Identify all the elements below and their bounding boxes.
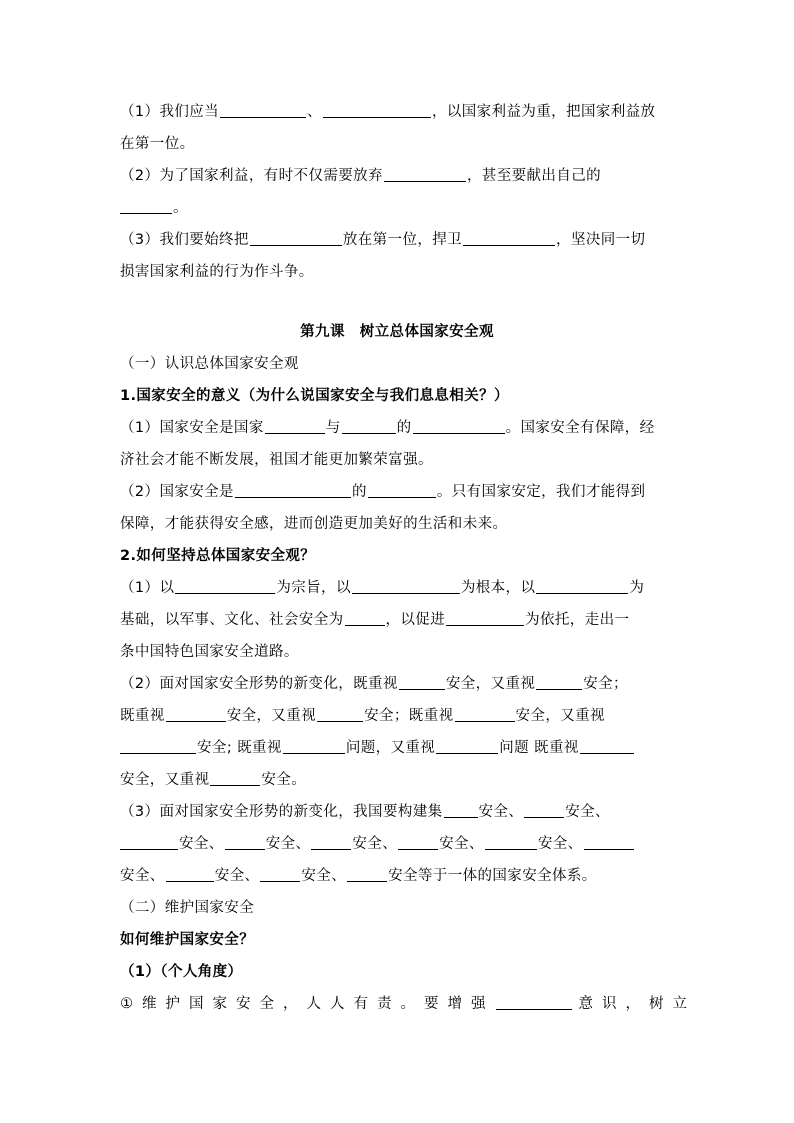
text: 安全，又重视 xyxy=(120,772,210,788)
text: 损害国家利益的行为作斗争。 xyxy=(120,264,314,280)
text: 济社会才能不断发展，祖国才能更加繁荣富强。 xyxy=(120,452,433,468)
text: 。 xyxy=(173,200,188,216)
fill-blank[interactable] xyxy=(398,834,438,850)
fill-blank[interactable] xyxy=(311,834,351,850)
fill-blank[interactable] xyxy=(536,674,582,690)
text: ，以促进 xyxy=(385,612,446,628)
text: 安全、 xyxy=(214,868,260,884)
q2-answer-1-line-1 xyxy=(120,578,674,598)
q3-answer-1-line-1 xyxy=(120,994,696,1014)
q1-answer-2-line-1 xyxy=(120,482,674,502)
text: 安全、 xyxy=(478,804,524,820)
fill-blank[interactable] xyxy=(436,738,498,754)
fill-blank[interactable] xyxy=(384,166,466,182)
fill-blank[interactable] xyxy=(120,198,172,214)
text: 以 xyxy=(159,580,175,596)
fill-blank[interactable] xyxy=(175,578,275,594)
text: 我们要始终把 xyxy=(159,232,249,248)
text: 与 xyxy=(325,420,341,436)
text: 安全、 xyxy=(537,836,583,852)
fill-blank[interactable] xyxy=(524,802,564,818)
text: 安全、 xyxy=(265,836,311,852)
question-3-heading: 如何维护国家安全？ xyxy=(120,932,255,948)
q2-answer-1-line-2 xyxy=(120,610,674,630)
fill-blank[interactable] xyxy=(345,610,385,626)
fill-blank[interactable] xyxy=(225,834,265,850)
fill-blank[interactable] xyxy=(455,706,515,722)
text: 安全，又重视 xyxy=(226,708,317,724)
paragraph-1-line-2 xyxy=(120,134,674,154)
q2-answer-3-line-2 xyxy=(120,834,674,854)
text: 的 xyxy=(396,420,412,436)
text: 。只有国家安定，我们才能得到 xyxy=(436,484,646,500)
q2-answer-3-line-1 xyxy=(120,802,674,822)
section-heading-1: （一）认识总体国家安全观 xyxy=(120,356,299,372)
text: 问题，又重视 xyxy=(345,740,436,756)
fill-blank[interactable] xyxy=(584,834,634,850)
fill-blank[interactable] xyxy=(496,994,572,1010)
text: 基础，以军事、文化、社会安全为 xyxy=(120,612,344,628)
text: ，甚至要献出自己的 xyxy=(466,168,602,184)
q2-answer-2-line-2 xyxy=(120,706,674,726)
text: 面对国家安全形势的新变化，我国要构建集 xyxy=(159,804,443,820)
q2-answer-1-line-3 xyxy=(120,642,674,662)
text: 为 xyxy=(629,580,645,596)
fill-blank[interactable] xyxy=(413,418,505,434)
fill-blank[interactable] xyxy=(166,706,226,722)
text: 安全、 xyxy=(565,804,610,820)
item-number: （1） xyxy=(120,104,160,120)
q2-answer-2-line-4 xyxy=(120,770,674,790)
q1-answer-2-line-2 xyxy=(120,514,674,534)
fill-blank[interactable] xyxy=(260,866,300,882)
fill-blank[interactable] xyxy=(210,770,260,786)
text: 问题 xyxy=(499,740,530,756)
question-3-subheading: （1）（个人角度） xyxy=(120,964,243,980)
item-number: （2） xyxy=(120,484,160,500)
fill-blank[interactable] xyxy=(463,230,555,246)
text: 安全、 xyxy=(301,868,347,884)
item-number: （3） xyxy=(120,804,160,820)
paragraph-3-line-2 xyxy=(120,262,674,282)
fill-blank[interactable] xyxy=(120,834,178,850)
lesson-title: 第九课 树立总体国家安全观 xyxy=(300,324,494,340)
paragraph-2-line-1 xyxy=(120,166,674,186)
text: 安全、 xyxy=(439,836,484,852)
section-heading-2: （二）维护国家安全 xyxy=(120,900,255,916)
text: 安全等于一体的国家安全体系。 xyxy=(388,868,597,884)
item-number: （3） xyxy=(120,232,160,248)
text: ，坚决同一切 xyxy=(556,232,646,248)
text: 我们应当 xyxy=(159,104,220,120)
text: 的 xyxy=(351,484,367,500)
text: 国家安全是 xyxy=(159,484,234,500)
question-1-heading: 1.国家安全的意义（为什么说国家安全与我们息息相关？） xyxy=(120,388,509,404)
fill-blank[interactable] xyxy=(485,834,537,850)
text: 既重视 xyxy=(529,740,579,756)
fill-blank[interactable] xyxy=(265,418,325,434)
text: 安全。 xyxy=(261,772,307,788)
q2-answer-2-line-1 xyxy=(120,674,674,694)
fill-blank[interactable] xyxy=(235,482,351,498)
fill-blank[interactable] xyxy=(580,738,634,754)
text: 安全；既重视 xyxy=(364,708,454,724)
fill-blank[interactable] xyxy=(323,102,431,118)
text: 条中国特色国家安全道路。 xyxy=(120,644,299,660)
paragraph-3-line-1 xyxy=(120,230,674,250)
fill-blank[interactable] xyxy=(444,802,478,818)
text: 放在第一位，捍卫 xyxy=(342,232,463,248)
fill-blank[interactable] xyxy=(446,610,524,626)
fill-blank[interactable] xyxy=(250,230,342,246)
fill-blank[interactable] xyxy=(283,738,345,754)
item-number: （1） xyxy=(120,420,160,436)
q1-answer-1-line-1 xyxy=(120,418,674,438)
fill-blank[interactable] xyxy=(342,418,396,434)
item-number: （2） xyxy=(120,676,160,692)
q2-answer-3-line-3 xyxy=(120,866,674,886)
text: 安全、 xyxy=(120,868,165,884)
fill-blank[interactable] xyxy=(317,706,363,722)
text: 面对国家安全形势的新变化，既重视 xyxy=(159,676,398,692)
text: ; 既重视 xyxy=(226,740,282,756)
fill-blank[interactable] xyxy=(220,102,306,118)
item-number: （2） xyxy=(120,168,160,184)
text: 为根本，以 xyxy=(460,580,536,596)
question-2-heading: 2.如何坚持总体国家安全观？ xyxy=(120,548,316,564)
fill-blank[interactable] xyxy=(166,866,214,882)
fill-blank[interactable] xyxy=(352,578,460,594)
text: 安全，又重视 xyxy=(515,708,605,724)
text: 为宗旨，以 xyxy=(276,580,351,596)
fill-blank[interactable] xyxy=(368,482,436,498)
text: 保障，才能获得安全感，进而创造更加美好的生活和未来。 xyxy=(120,516,508,532)
text: 意识，树立 xyxy=(578,996,696,1012)
text: 安全，又重视 xyxy=(445,676,536,692)
fill-blank[interactable] xyxy=(347,866,387,882)
paragraph-1-line-1 xyxy=(120,102,674,122)
fill-blank[interactable] xyxy=(399,674,445,690)
text: ，以国家利益为重，把国家利益放 xyxy=(431,104,656,120)
text: 。国家安全有保障，经 xyxy=(505,420,655,436)
text: 安全、 xyxy=(352,836,398,852)
text: 安全、 xyxy=(179,836,224,852)
text: 既重视 xyxy=(120,708,165,724)
text: ①维护国家安全，人人有责。要增强 xyxy=(120,996,495,1012)
fill-blank[interactable] xyxy=(536,578,628,594)
fill-blank[interactable] xyxy=(120,738,196,754)
text: 在第一位。 xyxy=(120,136,195,152)
text: 安全； xyxy=(583,676,628,692)
text: 为了国家利益，有时不仅需要放弃 xyxy=(159,168,383,184)
text: 安全 xyxy=(197,740,227,756)
text: 、 xyxy=(307,104,322,120)
text: 为依托，走出一 xyxy=(525,612,630,628)
text: 国家安全是国家 xyxy=(159,420,264,436)
item-number: （1） xyxy=(120,580,160,596)
q1-answer-1-line-2 xyxy=(120,450,674,470)
paragraph-2-line-2 xyxy=(120,198,674,218)
q2-answer-2-line-3 xyxy=(120,738,674,758)
